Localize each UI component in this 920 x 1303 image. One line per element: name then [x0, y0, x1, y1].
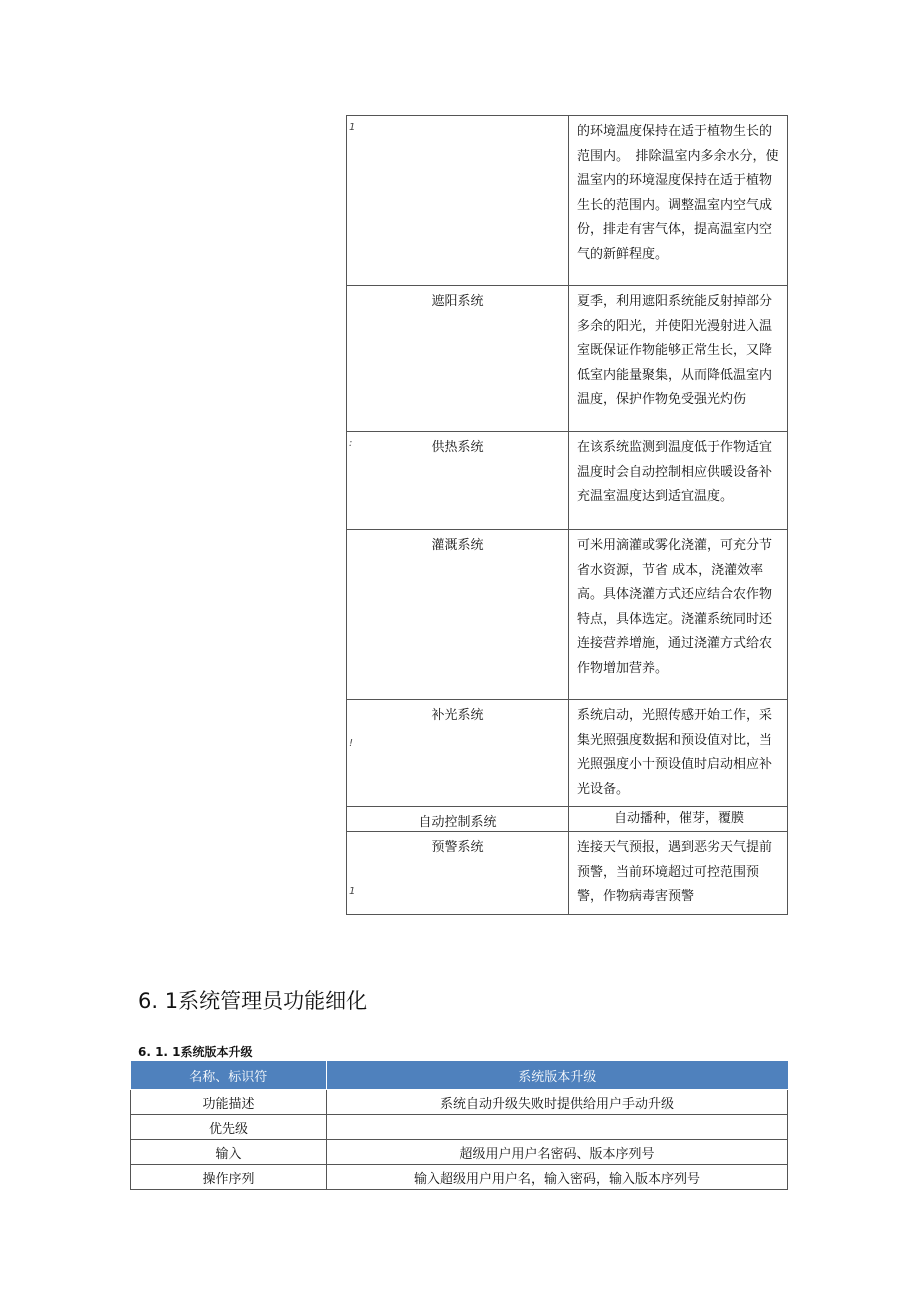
system-name-cell [347, 286, 569, 432]
system-name: 供热系统 [431, 440, 484, 455]
system-description: 在该系统监测到温度低于作物适宜温度时会自动控制相应供暖设备补充温室温度达到适宜温度。 [569, 432, 788, 530]
system-name: 预警系统 [431, 840, 484, 855]
system-name: 遮阳系统 [431, 294, 484, 309]
system-description: 的环境温度保持在适于植物生长的范围内。 排除温室内多余水分，使温室内的环境湿度保持在适于植物生长的范围内。调整温室内空气成份，排走有害气体，提高温室内空气的新鲜程度。 [569, 116, 788, 286]
system-name-cell [347, 700, 569, 807]
row-value: 系统自动升级失败时提供给用户手动升级 [327, 1090, 788, 1115]
system-name: 补光系统 [431, 708, 484, 723]
table-row [131, 1115, 788, 1140]
margin-mark: 1 [349, 886, 356, 897]
subsection-heading: 6. 1. 1系统版本升级 [138, 1045, 253, 1059]
system-description: 夏季，利用遮阳系统能反射掉部分多余的阳光，并使阳光漫射进入温室既保证作物能够正常生长，又降低室内能量聚集，从而降低温室内温度，保护作物免受强光灼伤 [569, 286, 788, 432]
system-description: 可米用滴灌或雾化浇灌，可充分节省水资源，节省 成本，浇灌效率高。具体浇灌方式还应结合农作物特点，具体选定。浇灌系统同时还连接营养增施，通过浇灌方式给农作物增加营养。 [569, 530, 788, 700]
systems-table [346, 115, 788, 915]
system-name-cell [347, 116, 569, 286]
system-name-cell [347, 807, 569, 832]
system-name: 自动控制系统 [418, 815, 497, 830]
row-label: 操作序列 [131, 1165, 327, 1190]
function-table [130, 1061, 788, 1190]
system-description: 系统启动，光照传感开始工作，采集光照强度数据和预设值对比，当光照强度小十预设值时启动相应补光设备。 [569, 700, 788, 807]
table-row [347, 832, 788, 915]
table-row [347, 530, 788, 700]
system-name-cell [347, 432, 569, 530]
row-label: 输入 [131, 1140, 327, 1165]
table-row [347, 432, 788, 530]
margin-mark: ! [349, 738, 354, 749]
table-row [131, 1140, 788, 1165]
margin-mark: 1 [349, 122, 356, 133]
header-label: 名称、标识符 [131, 1061, 327, 1090]
row-value: 输入超级用户用户名，输入密码，输入版本序列号 [327, 1165, 788, 1190]
row-label: 优先级 [131, 1115, 327, 1140]
table-row [347, 700, 788, 807]
row-value: 超级用户用户名密码、版本序列号 [327, 1140, 788, 1165]
table-row [347, 807, 788, 832]
system-description: 自动播种，催芽，覆膜 [569, 807, 788, 832]
system-name: 灌溉系统 [431, 538, 484, 553]
system-name-cell [347, 832, 569, 915]
table-row [131, 1090, 788, 1115]
header-value: 系统版本升级 [327, 1061, 788, 1090]
table-row [347, 116, 788, 286]
table-row [131, 1165, 788, 1190]
system-description: 连接天气预报，遇到恶劣天气提前预警，当前环境超过可控范围预警，作物病毒害预警 [569, 832, 788, 915]
table-header-row [131, 1061, 788, 1090]
table-row [347, 286, 788, 432]
section-heading: 6. 1系统管理员功能细化 [138, 989, 368, 1013]
row-label: 功能描述 [131, 1090, 327, 1115]
row-value [327, 1115, 788, 1140]
system-name-cell [347, 530, 569, 700]
margin-mark: : [349, 438, 353, 449]
